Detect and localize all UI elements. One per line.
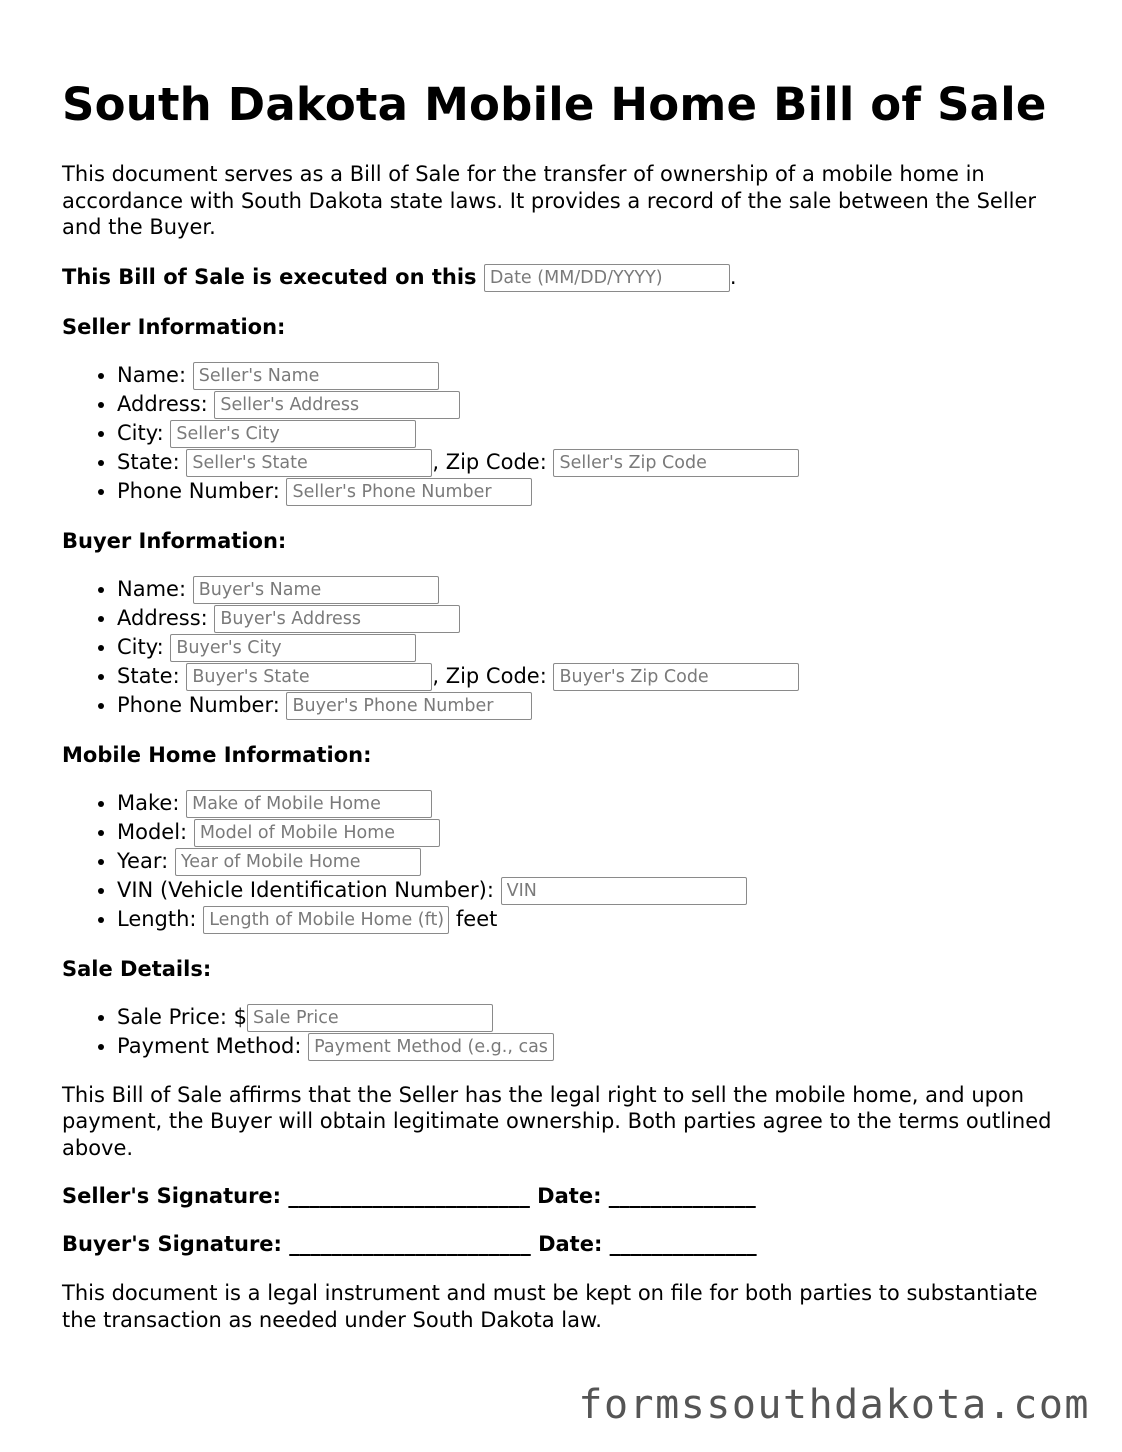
- length-input[interactable]: [203, 906, 449, 934]
- seller-phone-label: Phone Number:: [117, 478, 280, 503]
- seller-phone-input[interactable]: [286, 478, 532, 506]
- buyer-name-item: [117, 575, 1072, 604]
- mobile-home-section-title: Mobile Home Information:: [62, 742, 372, 767]
- buyer-phone-input[interactable]: [286, 692, 532, 720]
- make-input[interactable]: [186, 790, 432, 818]
- buyer-zip-input[interactable]: [553, 663, 799, 691]
- seller-phone-item: [117, 477, 1072, 506]
- seller-zip-label: , Zip Code:: [432, 449, 547, 474]
- buyer-city-item: [117, 633, 1072, 662]
- buyer-address-item: [117, 604, 1072, 633]
- buyer-phone-item: [117, 691, 1072, 720]
- sale-price-label: Sale Price: $: [117, 1004, 247, 1029]
- closing-paragraph: This document is a legal instrument and must be kept on file for both parties to substantiate the transaction as needed under South Dakota law.: [62, 1281, 1038, 1332]
- sale-price-item: [117, 1003, 1072, 1032]
- seller-name-label: Name:: [117, 362, 187, 387]
- seller-city-item: [117, 419, 1072, 448]
- seller-city-label: City:: [117, 420, 164, 445]
- seller-address-input[interactable]: [214, 391, 460, 419]
- payment-method-item: [117, 1032, 1072, 1061]
- buyer-phone-label: Phone Number:: [117, 692, 280, 717]
- buyer-list: [62, 575, 1072, 720]
- year-label: Year:: [117, 848, 169, 873]
- payment-method-input[interactable]: [308, 1033, 554, 1061]
- execution-suffix: .: [729, 264, 737, 289]
- vin-input[interactable]: [501, 877, 747, 905]
- intro-paragraph: This document serves as a Bill of Sale for the transfer of ownership of a mobile home in accordance with South Dakota state laws. It provides a record of the sale between the Seller and the Buyer.: [62, 162, 1037, 239]
- mobile-home-list: [62, 789, 1072, 934]
- sale-section-title: Sale Details:: [62, 956, 212, 981]
- model-input[interactable]: [194, 819, 440, 847]
- vin-label: VIN (Vehicle Identification Number):: [117, 877, 494, 902]
- payment-method-label: Payment Method:: [117, 1033, 302, 1058]
- model-item: [117, 818, 1072, 847]
- watermark: formssouthdakota.com: [578, 1382, 1090, 1428]
- seller-name-item: [117, 361, 1072, 390]
- buyer-zip-label: , Zip Code:: [432, 663, 547, 688]
- make-item: [117, 789, 1072, 818]
- seller-state-label: State:: [117, 449, 180, 474]
- buyer-signature-line: Buyer's Signature: _______________________ Date: ______________: [62, 1232, 757, 1256]
- vin-item: [117, 876, 1072, 905]
- sale-list: [62, 1003, 1072, 1061]
- seller-section-title: Seller Information:: [62, 314, 286, 339]
- seller-state-input[interactable]: [186, 449, 432, 477]
- buyer-state-label: State:: [117, 663, 180, 688]
- bill-of-sale-document: [62, 78, 1072, 1333]
- sale-price-input[interactable]: [247, 1004, 493, 1032]
- buyer-address-label: Address:: [117, 605, 208, 630]
- buyer-city-input[interactable]: [170, 634, 416, 662]
- seller-zip-input[interactable]: [553, 449, 799, 477]
- seller-address-item: [117, 390, 1072, 419]
- buyer-name-label: Name:: [117, 576, 187, 601]
- execution-label: This Bill of Sale is executed on this: [62, 264, 477, 289]
- seller-city-input[interactable]: [170, 420, 416, 448]
- buyer-section-title: Buyer Information:: [62, 528, 287, 553]
- buyer-city-label: City:: [117, 634, 164, 659]
- buyer-state-input[interactable]: [186, 663, 432, 691]
- affirmation-paragraph: This Bill of Sale affirms that the Seller has the legal right to sell the mobile home, and upon payment, the Buyer will obtain legitimate ownership. Both parties agree to the terms outlined above.: [62, 1082, 1052, 1160]
- buyer-address-input[interactable]: [214, 605, 460, 633]
- seller-list: [62, 361, 1072, 506]
- year-item: [117, 847, 1072, 876]
- buyer-state-item: [117, 662, 1072, 691]
- length-item: [117, 905, 1072, 934]
- seller-state-item: [117, 448, 1072, 477]
- buyer-name-input[interactable]: [193, 576, 439, 604]
- execution-date-input[interactable]: [484, 264, 730, 292]
- document-title: South Dakota Mobile Home Bill of Sale: [62, 78, 1047, 131]
- year-input[interactable]: [175, 848, 421, 876]
- seller-name-input[interactable]: [193, 362, 439, 390]
- make-label: Make:: [117, 790, 180, 815]
- seller-signature-line: Seller's Signature: _______________________ Date: ______________: [62, 1184, 756, 1208]
- execution-line: [62, 263, 1072, 292]
- model-label: Model:: [117, 819, 188, 844]
- length-label: Length:: [117, 906, 197, 931]
- length-unit: feet: [455, 906, 498, 931]
- seller-address-label: Address:: [117, 391, 208, 416]
